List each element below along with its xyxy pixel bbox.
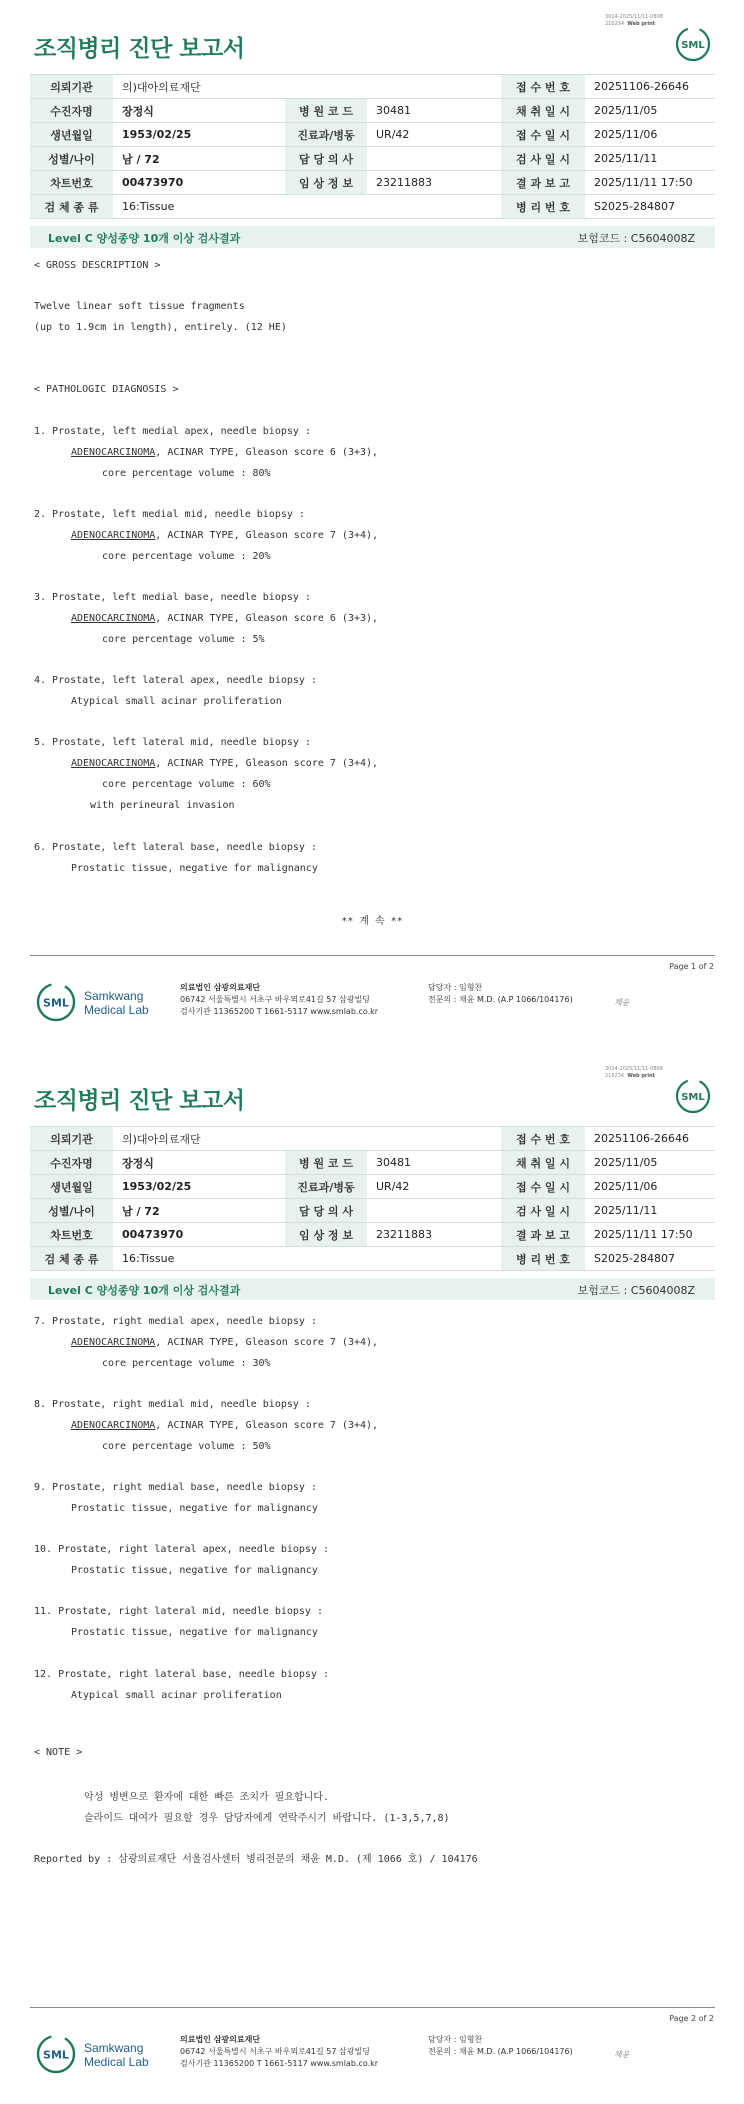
table-row [30,123,715,147]
diagnosis-text [71,530,378,541]
diagnosis-text: Atypical small acinar proliferation [71,1690,282,1701]
sml-logo-text: SML [681,40,705,51]
info-value: 23211883 [367,171,501,195]
brand-line: Medical Lab [84,1003,149,1017]
table-row [30,147,715,171]
table-row [30,1127,715,1151]
adenocarcinoma-term: ADENOCARCINOMA [71,1337,156,1348]
info-value: 의)대아의료재단 [113,1127,501,1151]
footer-staff [428,982,573,1006]
core-volume: core percentage volume : 50% [102,1441,271,1452]
table-row [30,1175,715,1199]
footer-contact: 검사기관 11365200 T 1661-5117 www.smlab.co.kr [180,2059,379,2068]
diagnosis-site: 1. Prostate, left medial apex, needle biopsy : [34,426,311,437]
sml-logo-icon [675,1078,711,1114]
sml-footer-logo-icon [36,982,76,1022]
diagnosis-text: Prostatic tissue, negative for malignancy [71,1503,318,1514]
diagnosis-text: Prostatic tissue, negative for malignancy [71,863,318,874]
report-page-2 [0,1052,744,2104]
info-label: 검 체 종 류 [30,1247,113,1271]
core-volume: core percentage volume : 30% [102,1358,271,1369]
sml-footer-logo-icon [36,2034,76,2074]
table-row [30,1199,715,1223]
adenocarcinoma-term: ADENOCARCINOMA [71,758,156,769]
info-value [367,147,501,171]
core-volume: core percentage volume : 60% [102,779,271,790]
footer-staff-line: 담당자 : 임형찬 [428,983,483,992]
info-label: 의뢰기관 [30,75,113,99]
info-value: 2025/11/06 [585,1175,715,1199]
sml-logo-text: SML [43,996,69,1010]
footer-specialist-line: 전문의 : 채윤 M.D. (A.P 1066/104176) [428,2047,573,2056]
info-value: 2025/11/05 [585,1151,715,1175]
footer-org: 의료법인 삼광의료재단 [180,983,261,992]
core-volume: core percentage volume : 80% [102,468,271,479]
info-label: 결 과 보 고 [501,171,585,195]
info-label: 병 리 번 호 [501,195,585,219]
report-body [34,1316,478,1865]
info-label: 검 사 일 시 [501,1199,585,1223]
diagnosis-site: 3. Prostate, left medial base, needle biopsy : [34,592,311,603]
info-value: 30481 [367,99,501,123]
info-label: 진료과/병동 [285,1175,367,1199]
diagnosis-detail: , ACINAR TYPE, Gleason score 7 (3+4), [155,530,379,541]
footer-specialist-line: 전문의 : 채윤 M.D. (A.P 1066/104176) [428,995,573,1004]
diagnosis-site: 9. Prostate, right medial base, needle biopsy : [34,1482,317,1493]
diagnosis-detail: , ACINAR TYPE, Gleason score 7 (3+4), [155,1420,379,1431]
note-text: 슬라이드 대여가 필요할 경우 담당자에게 연락주시기 바랍니다. (1-3,5,7,8) [84,1813,450,1824]
adenocarcinoma-term: ADENOCARCINOMA [71,447,156,458]
info-label: 검 사 일 시 [501,147,585,171]
section-header: < PATHOLOGIC DIAGNOSIS > [34,384,179,395]
footer-staff [428,2034,573,2058]
level-title: Level C 양성종양 10개 이상 검사결과 [48,232,241,245]
diagnosis-text: Prostatic tissue, negative for malignancy [71,1627,318,1638]
info-label: 임 상 정 보 [285,171,367,195]
footer-addr-line: 06742 서울특별시 서초구 바우뫼로41길 57 삼광빌딩 [180,2047,370,2056]
diagnosis-site: 6. Prostate, left lateral base, needle biopsy : [34,842,317,853]
signature: 채윤 [614,998,630,1007]
info-value: 16:Tissue [113,1247,501,1271]
info-label: 병 원 코 드 [285,99,367,123]
info-label: 병 리 번 호 [501,1247,585,1271]
table-row [30,195,715,219]
info-value: 의)대아의료재단 [113,75,501,99]
info-label: 접 수 번 호 [501,1127,585,1151]
brand-name [84,2041,149,2069]
info-value: 20251106-26646 [585,1127,715,1151]
print-meta [605,1066,663,1079]
signature: 채윤 [614,2050,630,2059]
print-meta-line: 3014-2025/11/11-0808 [605,1066,663,1072]
info-label: 생년월일 [30,123,113,147]
info-value: 2025/11/11 17:50 [585,171,715,195]
diagnosis-text: Atypical small acinar proliferation [71,696,282,707]
info-value: 1953/02/25 [113,123,285,147]
insurance-code: 보험코드 : C5604008Z [577,232,695,245]
level-bar [30,1278,715,1300]
info-label: 접 수 일 시 [501,1175,585,1199]
info-value: 00473970 [113,171,285,195]
diagnosis-detail: , ACINAR TYPE, Gleason score 7 (3+4), [155,1337,379,1348]
brand-line: Samkwang [84,989,144,1003]
table-row [30,1151,715,1175]
info-value: 30481 [367,1151,501,1175]
info-label: 생년월일 [30,1175,113,1199]
info-label: 결 과 보 고 [501,1223,585,1247]
diagnosis-site: 11. Prostate, right lateral mid, needle biopsy : [34,1606,323,1617]
patient-info-table [30,1126,715,1271]
gross-text: Twelve linear soft tissue fragments [34,301,245,312]
info-value: 2025/11/11 17:50 [585,1223,715,1247]
gross-text: (up to 1.9cm in length), entirely. (12 HE) [34,322,287,333]
patient-info-table [30,74,715,219]
print-meta-line: 3014-2025/11/11-0808 [605,14,663,20]
reported-by: Reported by : 삼광의료재단 서울검사센터 병리전문의 채윤 M.D. (제 1066 호) / 104176 [34,1854,478,1865]
sml-logo-text: SML [681,1092,705,1103]
info-value: S2025-284807 [585,195,715,219]
report-title: 조직병리 진단 보고서 [34,1088,245,1114]
diagnosis-site: 7. Prostate, right medial apex, needle biopsy : [34,1316,317,1327]
table-row [30,99,715,123]
info-label: 접 수 번 호 [501,75,585,99]
table-row [30,75,715,99]
diagnosis-extra: with perineural invasion [90,800,235,811]
info-label: 진료과/병동 [285,123,367,147]
table-row [30,1223,715,1247]
info-label: 임 상 정 보 [285,1223,367,1247]
table-row [30,171,715,195]
footer-staff-line: 담당자 : 임형찬 [428,2035,483,2044]
info-value: 1953/02/25 [113,1175,285,1199]
info-value: 20251106-26646 [585,75,715,99]
print-meta-line: 210234 [605,1072,625,1079]
diagnosis-site: 12. Prostate, right lateral base, needle biopsy : [34,1669,330,1680]
level-title: Level C 양성종양 10개 이상 검사결과 [48,1284,241,1297]
info-value: 2025/11/11 [585,1199,715,1223]
info-value: UR/42 [367,1175,501,1199]
info-label: 수진자명 [30,99,113,123]
info-value: 00473970 [113,1223,285,1247]
info-value: 2025/11/11 [585,147,715,171]
section-header: < GROSS DESCRIPTION > [34,260,161,271]
core-volume: core percentage volume : 20% [102,551,271,562]
adenocarcinoma-term: ADENOCARCINOMA [71,613,156,624]
info-value: 2025/11/05 [585,99,715,123]
section-header: < NOTE > [34,1747,83,1758]
page-number: Page 2 of 2 [669,2014,714,2023]
diagnosis-text [71,447,378,458]
diagnosis-text [71,1337,378,1348]
info-label: 채 취 일 시 [501,1151,585,1175]
info-label: 병 원 코 드 [285,1151,367,1175]
footer-addr-line: 06742 서울특별시 서초구 바우뫼로41길 57 삼광빌딩 [180,995,370,1004]
info-value: 남 / 72 [113,1199,285,1223]
info-label: 성별/나이 [30,1199,113,1223]
info-value: 장정식 [113,99,285,123]
level-bar [30,226,715,248]
adenocarcinoma-term: ADENOCARCINOMA [71,1420,156,1431]
diagnosis-text [71,758,378,769]
diagnosis-detail: , ACINAR TYPE, Gleason score 7 (3+4), [155,758,379,769]
info-label: 성별/나이 [30,147,113,171]
info-label: 검 체 종 류 [30,195,113,219]
diagnosis-text [71,613,378,624]
info-value: 23211883 [367,1223,501,1247]
brand-line: Samkwang [84,2041,144,2055]
report-title: 조직병리 진단 보고서 [34,36,245,62]
web-print-label: Web print [627,1072,656,1079]
footer-divider [30,955,715,956]
info-label: 채 취 일 시 [501,99,585,123]
info-label: 담 당 의 사 [285,1199,367,1223]
info-label: 의뢰기관 [30,1127,113,1151]
footer-address [180,2034,378,2070]
diagnosis-site: 10. Prostate, right lateral apex, needle biopsy : [34,1544,330,1555]
adenocarcinoma-term: ADENOCARCINOMA [71,530,156,541]
info-label: 차트번호 [30,1223,113,1247]
page-number: Page 1 of 2 [669,962,714,971]
footer-divider [30,2007,715,2008]
diagnosis-detail: , ACINAR TYPE, Gleason score 6 (3+3), [155,613,379,624]
brand-line: Medical Lab [84,2055,149,2069]
info-label: 수진자명 [30,1151,113,1175]
diagnosis-site: 8. Prostate, right medial mid, needle biopsy : [34,1399,311,1410]
diagnosis-site: 2. Prostate, left medial mid, needle biopsy : [34,509,305,520]
sml-logo-icon [675,26,711,62]
diagnosis-site: 4. Prostate, left lateral apex, needle biopsy : [34,675,317,686]
brand-name [84,989,149,1017]
info-label: 접 수 일 시 [501,123,585,147]
info-value: UR/42 [367,123,501,147]
report-body [34,260,379,874]
diagnosis-text: Prostatic tissue, negative for malignancy [71,1565,318,1576]
insurance-code: 보험코드 : C5604008Z [577,1284,695,1297]
footer-org: 의료법인 삼광의료재단 [180,2035,261,2044]
table-row [30,1247,715,1271]
web-print-label: Web print [627,20,656,27]
info-label: 차트번호 [30,171,113,195]
info-value [367,1199,501,1223]
core-volume: core percentage volume : 5% [102,634,265,645]
footer-contact: 검사기관 11365200 T 1661-5117 www.smlab.co.kr [180,1007,379,1016]
print-meta-line: 210234 [605,20,625,27]
note-text: 악성 병변으로 환자에 대한 빠른 조치가 필요합니다. [84,1792,330,1803]
diagnosis-site: 5. Prostate, left lateral mid, needle biopsy : [34,737,311,748]
info-value: 2025/11/06 [585,123,715,147]
info-label: 담 당 의 사 [285,147,367,171]
footer-address [180,982,378,1018]
sml-logo-text: SML [43,2048,69,2062]
print-meta [605,14,663,27]
continued-marker: ** 계 속 ** [341,916,403,927]
info-value: 16:Tissue [113,195,501,219]
diagnosis-detail: , ACINAR TYPE, Gleason score 6 (3+3), [155,447,379,458]
info-value: 남 / 72 [113,147,285,171]
info-value: S2025-284807 [585,1247,715,1271]
diagnosis-text [71,1420,378,1431]
info-value: 장정식 [113,1151,285,1175]
